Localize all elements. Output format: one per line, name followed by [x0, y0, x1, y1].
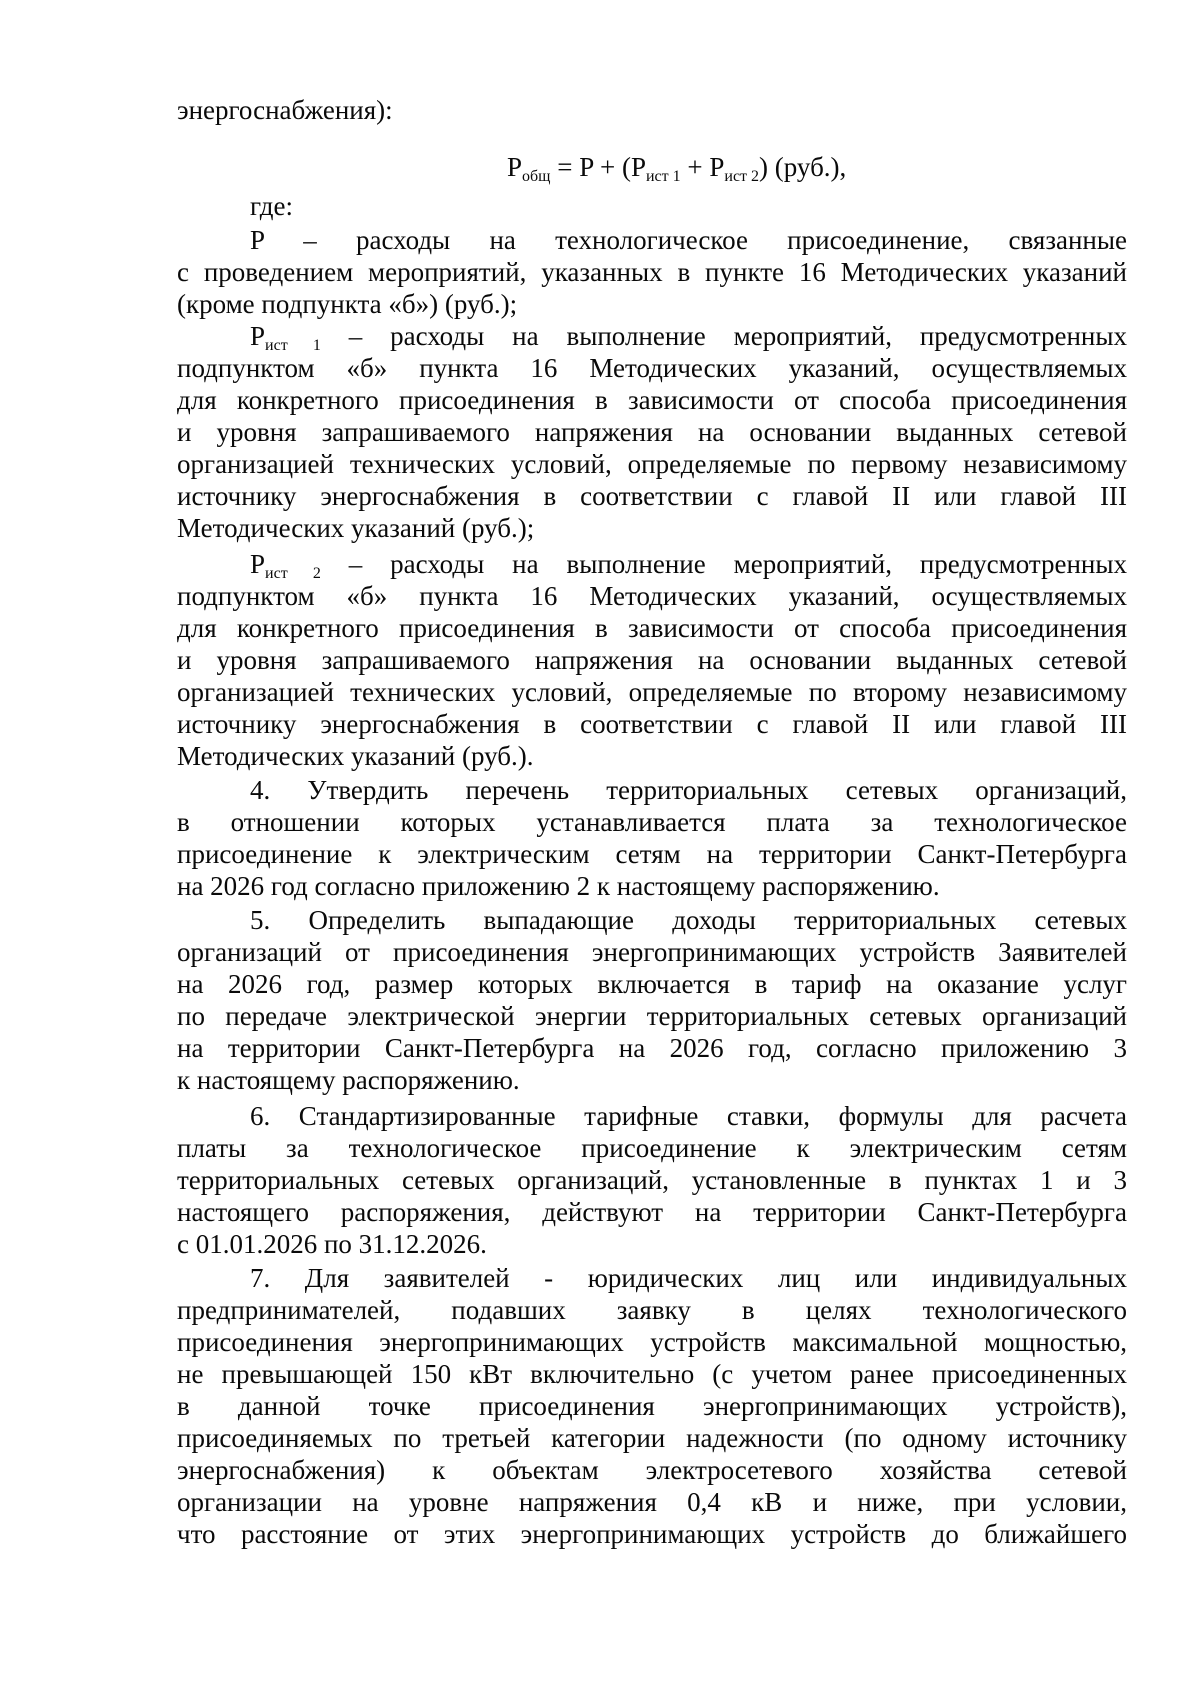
def-p2-line-6: Методических указаний (руб.). — [177, 741, 534, 771]
formula-lhs-sub: общ — [522, 168, 551, 185]
def-p1-line-3: и уровня запрашиваемого напряжения на основании выданных сетевой — [177, 417, 1127, 447]
item4-line-3: на 2026 год согласно приложению 2 к настоящему распоряжению. — [177, 871, 940, 901]
def-p2-line-0: $P_{ист 2}$ – расходы на выполнение мероприятий, предусмотренных — [250, 549, 1128, 582]
item7-line-8: что расстояние от этих энергопринимающих устройств до ближайшего — [177, 1519, 1127, 1549]
item4-line-2: присоединение к электрическим сетям на территории Санкт-Петербурга — [177, 839, 1127, 869]
def-p-line-1: с проведением мероприятий, указанных в пункте 16 Методических указаний — [177, 257, 1127, 287]
item7-line-0: 7. Для заявителей - юридических лиц или индивидуальных — [250, 1263, 1127, 1293]
formula — [507, 151, 846, 183]
def-p2-line-3: и уровня запрашиваемого напряжения на основании выданных сетевой — [177, 645, 1127, 675]
def-p2-line-1: подпунктом «б» пункта 16 Методических указаний, осуществляемых — [177, 581, 1127, 611]
item7-line-5: присоединяемых по третьей категории надежности (по одному источнику — [177, 1423, 1127, 1453]
def-p-line-0: P – расходы на технологическое присоединение, связанные — [250, 225, 1127, 255]
item7-line-1: предпринимателей, подавших заявку в целях технологического — [177, 1295, 1127, 1325]
item7-line-3: не превышающей 150 кВт включительно (с учетом ранее присоединенных — [177, 1359, 1127, 1389]
formula-sub2: ист 2 — [724, 168, 760, 185]
formula-eq: = P + (P — [550, 152, 646, 182]
item5-line-2: на 2026 год, размер которых включается в тариф на оказание услуг — [177, 969, 1127, 999]
item6-line-2: территориальных сетевых организаций, установленные в пунктах 1 и 3 — [177, 1165, 1127, 1195]
item7-line-7: организации на уровне напряжения 0,4 кВ и ниже, при условии, — [177, 1487, 1127, 1517]
formula-plus: + P — [680, 152, 725, 182]
item5-line-0: 5. Определить выпадающие доходы территориальных сетевых — [250, 905, 1127, 935]
formula-lhs: P — [507, 152, 523, 182]
def-p1-line-1: подпунктом «б» пункта 16 Методических указаний, осуществляемых — [177, 353, 1127, 383]
def-p1-line-6: Методических указаний (руб.); — [177, 513, 535, 543]
item5-line-5: к настоящему распоряжению. — [177, 1065, 520, 1095]
where-label: где: — [250, 191, 293, 221]
def-p2-symbol: P — [250, 549, 266, 579]
def-p-line-2: (кроме подпункта «б») (руб.); — [177, 289, 518, 319]
item6-line-1: платы за технологическое присоединение к электрическим сетям — [177, 1133, 1127, 1163]
def-p1-symbol: P — [250, 321, 266, 351]
formula-tail: ) (руб.), — [759, 152, 847, 182]
def-p1-sub: ист 1 — [265, 337, 321, 354]
def-p2-line-2: для конкретного присоединения в зависимости от способа присоединения — [177, 613, 1127, 643]
item6-line-3: настоящего распоряжения, действуют на территории Санкт-Петербурга — [177, 1197, 1127, 1227]
formula-sub1: ист 1 — [645, 168, 681, 185]
item6-line-0: 6. Стандартизированные тарифные ставки, формулы для расчета — [250, 1101, 1127, 1131]
def-p-symbol: P — [250, 225, 265, 255]
item5-line-1: организаций от присоединения энергопринимающих устройств Заявителей — [177, 937, 1127, 967]
def-p1-line-4: организацией технических условий, определяемые по первому независимому — [177, 449, 1127, 479]
item5-line-4: на территории Санкт-Петербурга на 2026 год, согласно приложению 3 — [177, 1033, 1127, 1063]
def-p1-line-5: источнику энергоснабжения в соответствии с главой II или главой III — [177, 481, 1127, 511]
def-p1-line-2: для конкретного присоединения в зависимости от способа присоединения — [177, 385, 1127, 415]
def-p2-sub: ист 2 — [265, 565, 321, 582]
def-p2-line-5: источнику энергоснабжения в соответствии с главой II или главой III — [177, 709, 1127, 739]
item5-line-3: по передаче электрической энергии территориальных сетевых организаций — [177, 1001, 1127, 1031]
item4-line-0: 4. Утвердить перечень территориальных сетевых организаций, — [250, 775, 1127, 805]
def-p2-line-4: организацией технических условий, определяемые по второму независимому — [177, 677, 1127, 707]
item7-line-4: в данной точке присоединения энергопринимающих устройств), — [177, 1391, 1127, 1421]
item6-line-4: с 01.01.2026 по 31.12.2026. — [177, 1229, 487, 1259]
item7-line-2: присоединения энергопринимающих устройств максимальной мощностью, — [177, 1327, 1127, 1357]
def-p1-line-0: $P_{ист 1}$ – расходы на выполнение мероприятий, предусмотренных — [250, 321, 1128, 354]
item4-line-1: в отношении которых устанавливается плата за технологическое — [177, 807, 1127, 837]
intro-line: энергоснабжения): — [177, 95, 393, 125]
item7-line-6: энергоснабжения) к объектам электросетевого хозяйства сетевой — [177, 1455, 1127, 1485]
